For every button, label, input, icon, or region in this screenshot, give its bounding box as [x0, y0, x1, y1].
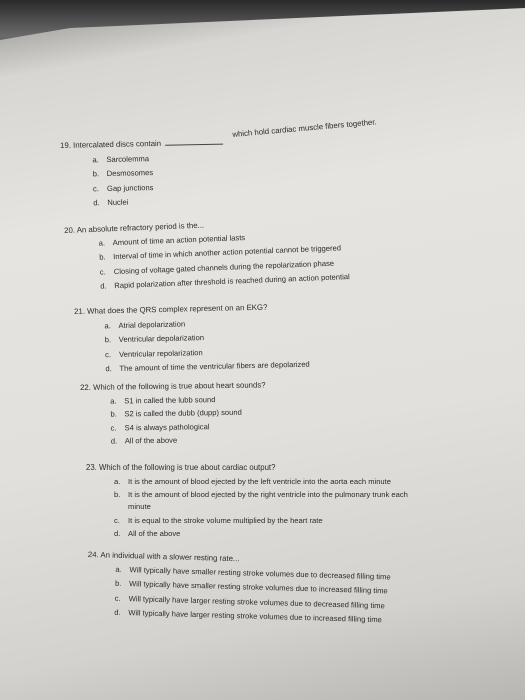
- question-20: [64, 210, 486, 292]
- option-letter: a.: [115, 565, 122, 575]
- question-24: [86, 550, 508, 627]
- option-text: The amount of time the ventricular fibers are depolarized: [119, 359, 310, 373]
- option-letter: c.: [104, 349, 112, 359]
- option-text: Desmosomes: [106, 168, 154, 179]
- option-text: Rapid polarization after threshold is reached during an action potential: [114, 271, 350, 290]
- option[interactable]: [114, 490, 506, 499]
- option-letter: c.: [114, 593, 121, 603]
- option-text: Will typically have larger resting stroke volumes due to decreased filling time: [128, 593, 385, 610]
- option-letter: c.: [92, 183, 100, 193]
- option-text: S1 in called the lubb sound: [124, 395, 216, 406]
- question-stem: 19. Intercalated discs contain: [60, 138, 162, 150]
- option[interactable]: [114, 516, 506, 525]
- question-21: [74, 297, 495, 373]
- option-text: It is the amount of blood ejected by the left ventricle into the aorta each minute: [128, 477, 391, 487]
- option-letter: a.: [98, 238, 106, 249]
- option-text: Gap junctions: [106, 182, 154, 193]
- option-letter: b.: [114, 579, 122, 589]
- option-text: S2 is called the dubb (dupp) sound: [124, 408, 242, 419]
- question-stem: 23. Which of the following is true about cardiac output?: [86, 463, 276, 472]
- option[interactable]: [114, 477, 506, 486]
- option-letter: a.: [92, 155, 99, 165]
- option[interactable]: [93, 190, 481, 207]
- option-text: Sarcolemma: [106, 154, 150, 165]
- option-text: Ventricular repolarization: [118, 347, 203, 359]
- option-letter: d.: [114, 528, 121, 538]
- option-text: Amount of time an action potential lasts: [112, 233, 246, 248]
- option[interactable]: [111, 418, 501, 433]
- option-text: Interval of time in which another action potential cannot be triggered: [113, 243, 342, 262]
- option-letter: d.: [114, 607, 121, 617]
- option-text: All of the above: [124, 435, 178, 446]
- option-text: Will typically have smaller resting stroke volumes due to increased filling time: [128, 579, 388, 596]
- question-stem: 20. An absolute refractory period is the...: [64, 220, 205, 235]
- option-letter: a.: [110, 396, 117, 406]
- option-text: Ventricular depolarization: [118, 333, 205, 345]
- option-text: Closing of voltage gated channels during the repolarization phase: [113, 258, 335, 276]
- question-22: [80, 377, 501, 446]
- question-23: [86, 463, 506, 538]
- option-letter: a.: [104, 321, 111, 331]
- option-letter: d.: [105, 363, 112, 373]
- option-text: It is equal to the stroke volume multiplied by the heart rate: [128, 515, 323, 525]
- option-continuation: minute: [128, 501, 151, 511]
- option-text: Atrial depolarization: [118, 319, 186, 331]
- option-letter: b.: [114, 490, 121, 500]
- option-text: All of the above: [128, 528, 181, 538]
- question-19: [60, 132, 481, 208]
- question-19-stem-tail: which hold cardiac muscle fibers together.: [232, 117, 377, 139]
- option[interactable]: [114, 529, 506, 538]
- option-letter: c.: [114, 515, 120, 525]
- option-letter: c.: [99, 266, 106, 277]
- option-text: S4 is always pathological: [124, 421, 210, 432]
- option-letter: b.: [99, 252, 106, 263]
- option-letter: c.: [110, 423, 117, 433]
- option-letter: b.: [92, 169, 100, 179]
- option-letter: d.: [100, 281, 107, 291]
- option-letter: b.: [104, 335, 112, 345]
- option-letter: d.: [110, 436, 118, 446]
- option-text: Nuclei: [107, 197, 129, 207]
- question-stem: 22. Which of the following is true about heart sounds?: [80, 380, 266, 392]
- question-stem: 24. An individual with a slower resting rate...: [87, 550, 240, 564]
- option-letter: b.: [110, 409, 117, 420]
- option-letter: a.: [114, 477, 121, 487]
- option-text: It is the amount of blood ejected by the right ventricle into the pulmonary trunk each: [128, 490, 408, 500]
- answer-blank[interactable]: [165, 144, 223, 146]
- option[interactable]: [110, 391, 500, 406]
- option[interactable]: [105, 355, 495, 373]
- question-stem: 21. What does the QRS complex represent on an EKG?: [74, 302, 268, 316]
- option-text: Will typically have smaller resting stroke volumes due to decreased filling time: [129, 565, 391, 582]
- option[interactable]: [110, 405, 500, 420]
- option-text: Will typically have larger resting stroke volumes due to increased filling time: [128, 607, 382, 624]
- option[interactable]: [111, 431, 501, 446]
- option-letter: d.: [93, 197, 100, 207]
